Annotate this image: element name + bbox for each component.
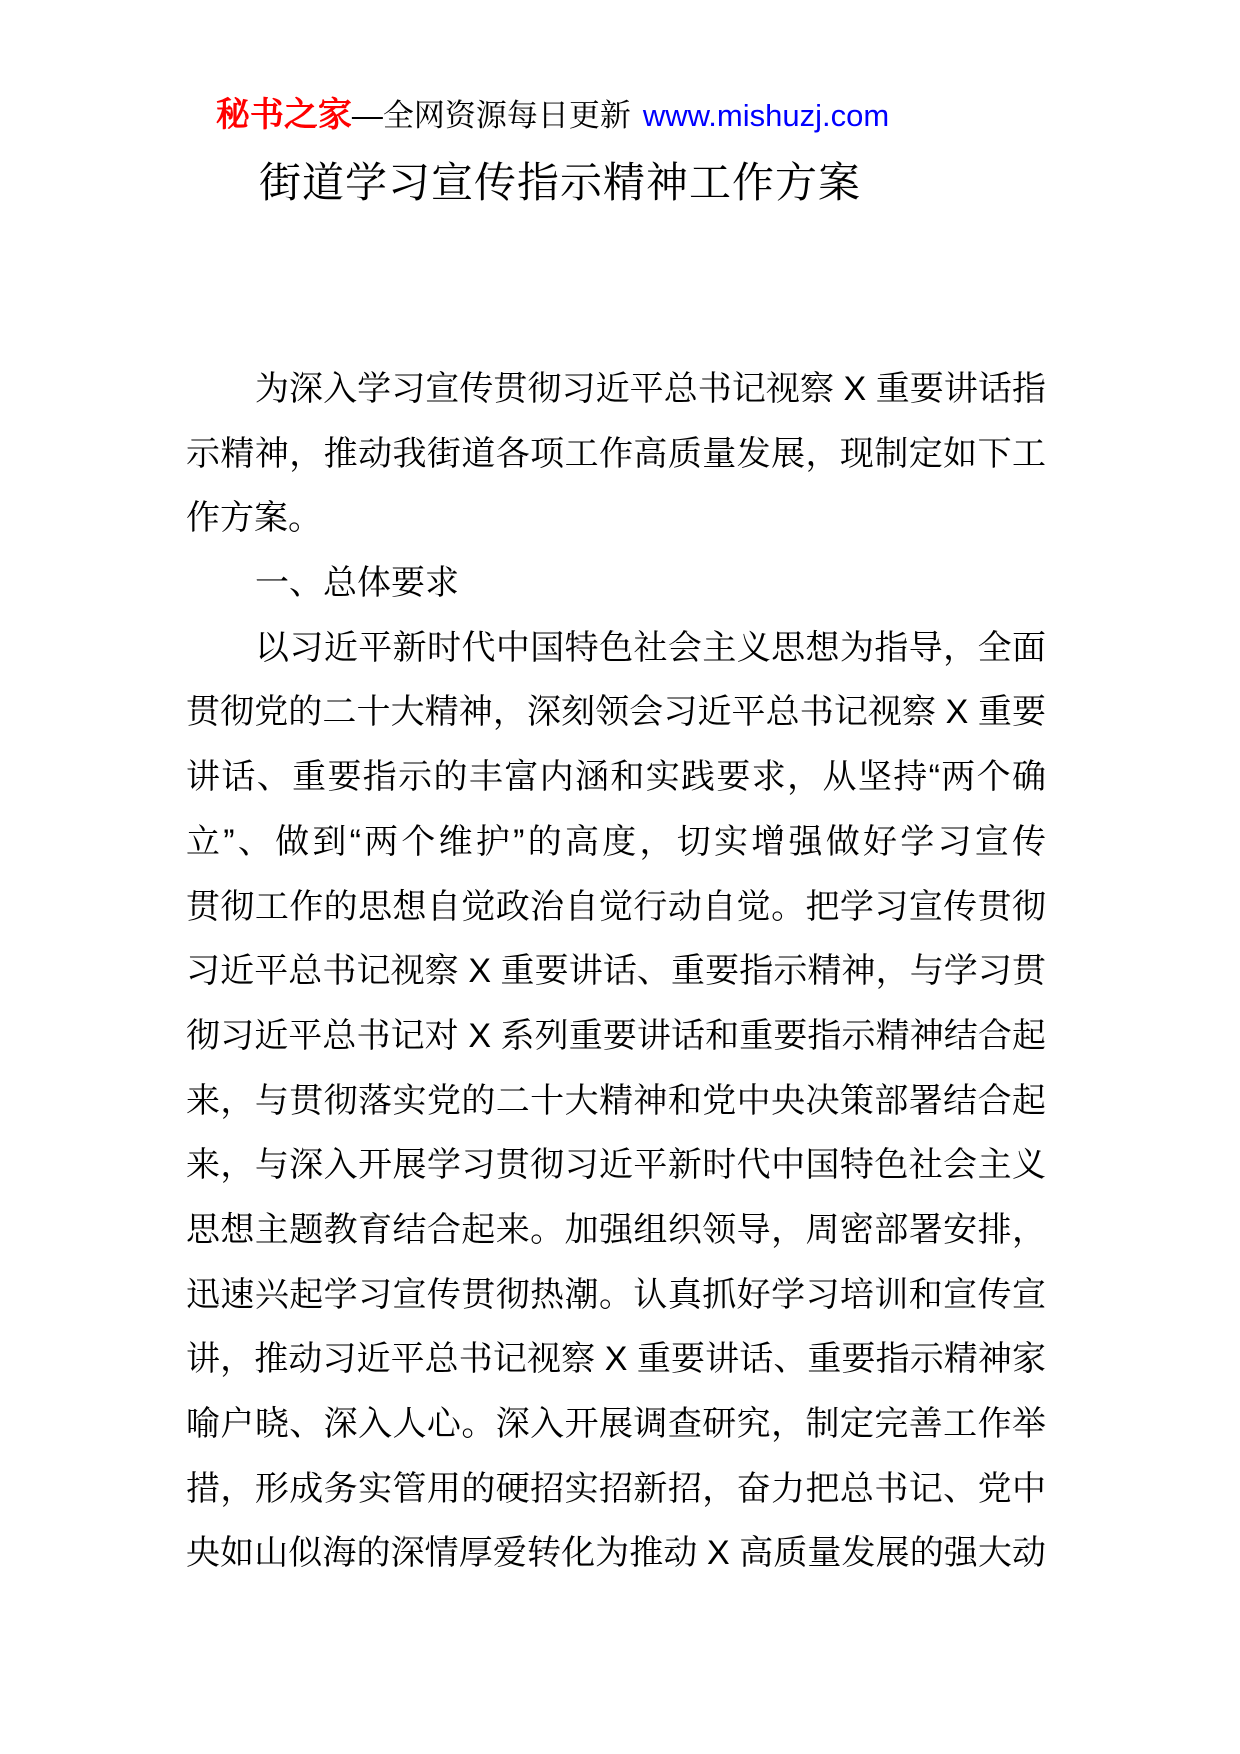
text-line: 示精神，推动我街道各项工作高质量发展，现制定如下工 — [186, 434, 1046, 473]
text-line: 贯彻党的二十大精神，深刻领会习近平总书记视察 X 重要 — [186, 693, 1046, 732]
paragraph — [186, 616, 1046, 1586]
text-line: 讲话、重要指示的丰富内涵和实践要求，从坚持“两个确 — [186, 758, 1046, 797]
document-title: 街道学习宣传指示精神工作方案 — [258, 159, 861, 206]
text-line: 贯彻工作的思想自觉政治自觉行动自觉。把学习宣传贯彻 — [186, 887, 1046, 926]
site-name: 秘书之家 — [215, 96, 352, 134]
paragraph — [186, 357, 1046, 551]
site-url-link[interactable]: www.mishuzj.com — [642, 98, 890, 133]
text-line: 作方案。 — [186, 499, 322, 538]
text-line: 来，与深入开展学习贯彻习近平新时代中国特色社会主义 — [186, 1146, 1046, 1185]
section-heading — [186, 551, 1046, 616]
text-line: 一、总体要求 — [255, 564, 459, 603]
header-tagline: 全网资源每日更新 — [382, 98, 631, 133]
text-line: 来，与贯彻落实党的二十大精神和党中央决策部署结合起 — [186, 1081, 1046, 1120]
text-line: 彻习近平总书记对 X 系列重要讲话和重要指示精神结合起 — [186, 1016, 1046, 1055]
header-dash: — — [351, 98, 383, 133]
document-body — [186, 357, 1046, 1586]
text-line: 以习近平新时代中国特色社会主义思想为指导，全面 — [255, 628, 1046, 667]
text-line: 习近平总书记视察 X 重要讲话、重要指示精神，与学习贯 — [186, 952, 1046, 991]
text-line: 迅速兴起学习宣传贯彻热潮。认真抓好学习培训和宣传宣 — [186, 1275, 1046, 1314]
text-line: 措，形成务实管用的硬招实招新招，奋力把总书记、党中 — [186, 1469, 1046, 1508]
site-header — [185, 93, 920, 138]
text-line: 立”、做到“两个维护”的高度，切实增强做好学习宣传 — [186, 822, 1046, 861]
text-line: 为深入学习宣传贯彻习近平总书记视察 X 重要讲话指 — [255, 370, 1046, 408]
text-line: 喻户晓、深入人心。深入开展调查研究，制定完善工作举 — [186, 1405, 1046, 1443]
text-line: 思想主题教育结合起来。加强组织领导，周密部署安排， — [186, 1210, 1046, 1249]
text-line: 央如山似海的深情厚爱转化为推动 X 高质量发展的强大动 — [186, 1534, 1046, 1573]
text-line: 讲，推动习近平总书记视察 X 重要讲话、重要指示精神家 — [186, 1340, 1046, 1379]
